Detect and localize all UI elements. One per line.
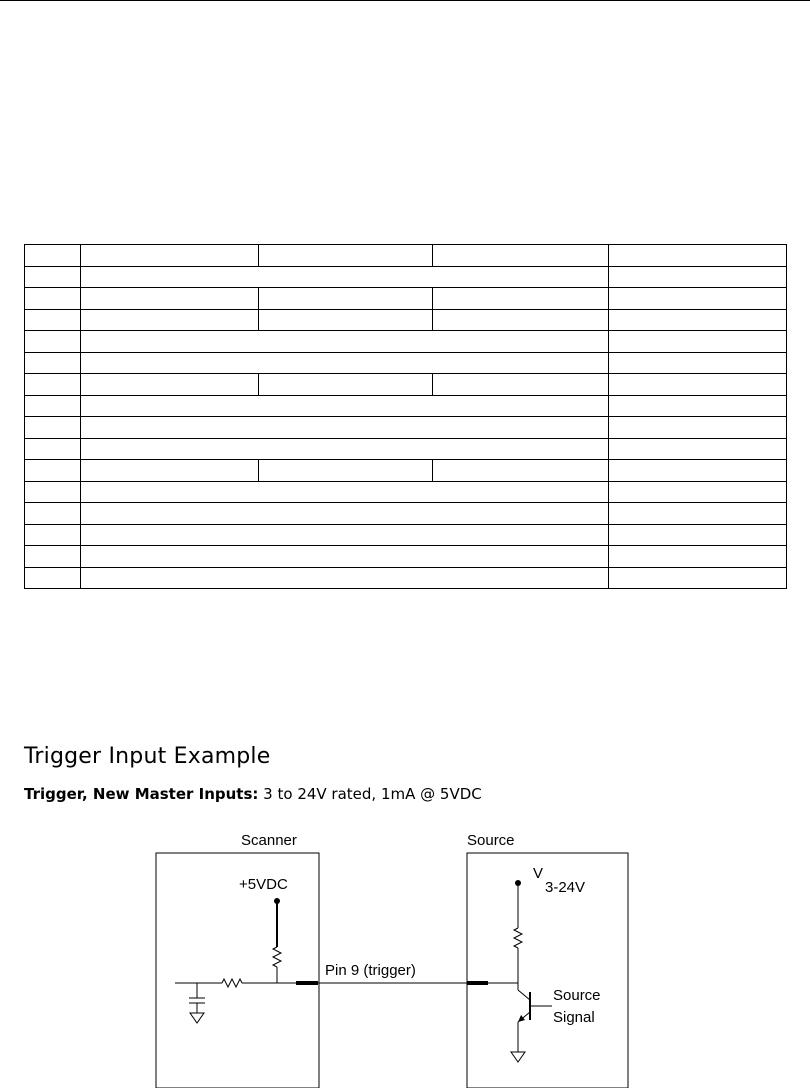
table-cell [25,438,81,460]
table-cell [609,503,787,525]
source-signal-line1: Source [553,987,601,1004]
table-cell [81,546,609,568]
source-label: Source [467,832,515,849]
table-cell [433,245,609,267]
table-cell [25,309,81,331]
table-cell [25,460,81,482]
pullup-resistor [273,947,281,967]
table-cell [25,567,81,589]
table-row [25,460,787,482]
table-row [25,417,787,439]
table-cell [25,395,81,417]
table-row [25,266,787,288]
table-cell [609,374,787,396]
table-cell [609,288,787,310]
table-cell [25,374,81,396]
table-cell [433,460,609,482]
table-cell [609,395,787,417]
table-row [25,503,787,525]
table-cell [81,245,259,267]
table-cell [433,374,609,396]
scanner-ground-icon [190,1013,204,1023]
table-cell [81,460,259,482]
trigger-circuit-diagram [0,820,810,1088]
table-cell [609,546,787,568]
table-row [25,438,787,460]
table-cell [259,460,433,482]
table-row [25,288,787,310]
trigger-spec-value: 3 to 24V rated, 1mA @ 5VDC [258,785,482,803]
table-cell [609,438,787,460]
table-cell [25,266,81,288]
pin-label: Pin 9 (trigger) [325,962,416,979]
pin-table [24,244,787,589]
table-cell [81,309,259,331]
table-cell [25,331,81,353]
table-cell [25,481,81,503]
section-title: Trigger Input Example [24,744,271,769]
trigger-spec-label: Trigger, New Master Inputs: [24,785,259,803]
table-cell [609,266,787,288]
source-resistor [514,928,522,948]
scanner-box [156,853,319,1088]
table-cell [609,481,787,503]
table-cell [25,245,81,267]
table-cell [25,288,81,310]
table-cell [81,503,609,525]
table-cell [609,524,787,546]
table-cell [81,288,259,310]
table-row [25,546,787,568]
table-row [25,245,787,267]
table-cell [609,460,787,482]
source-ground-icon [511,1052,525,1062]
table-cell [433,309,609,331]
source-signal-line2: Signal [553,1009,595,1026]
table-cell [25,546,81,568]
table-cell [81,374,259,396]
trigger-spec-line [24,787,482,802]
table-row [25,352,787,374]
scanner-label: Scanner [241,832,297,849]
table-cell [81,352,609,374]
table-cell [609,331,787,353]
table-cell [81,481,609,503]
table-cell [259,374,433,396]
emitter-arrow-icon [518,1015,525,1022]
table-row [25,309,787,331]
table-cell [81,524,609,546]
input-resistor [222,979,242,987]
table-cell [81,438,609,460]
table-cell [81,567,609,589]
table-row [25,481,787,503]
table-cell [259,288,433,310]
v-label: V [533,865,544,882]
table-cell [609,352,787,374]
table-cell [81,266,609,288]
table-cell [81,395,609,417]
table-cell [81,331,609,353]
v-range-label: 3-24V [545,879,586,896]
table-cell [259,309,433,331]
table-cell [433,288,609,310]
collector-line [518,990,530,1000]
table-cell [25,524,81,546]
table-cell [259,245,433,267]
table-row [25,567,787,589]
table-cell [609,567,787,589]
page-top-rule [0,0,810,1]
table-row [25,374,787,396]
table-cell [25,503,81,525]
supply-label: +5VDC [239,876,288,893]
table-cell [25,417,81,439]
table-row [25,524,787,546]
table-cell [609,309,787,331]
table-row [25,331,787,353]
table-cell [609,417,787,439]
table-cell [25,352,81,374]
table-cell [609,245,787,267]
table-row [25,395,787,417]
table-cell [81,417,609,439]
